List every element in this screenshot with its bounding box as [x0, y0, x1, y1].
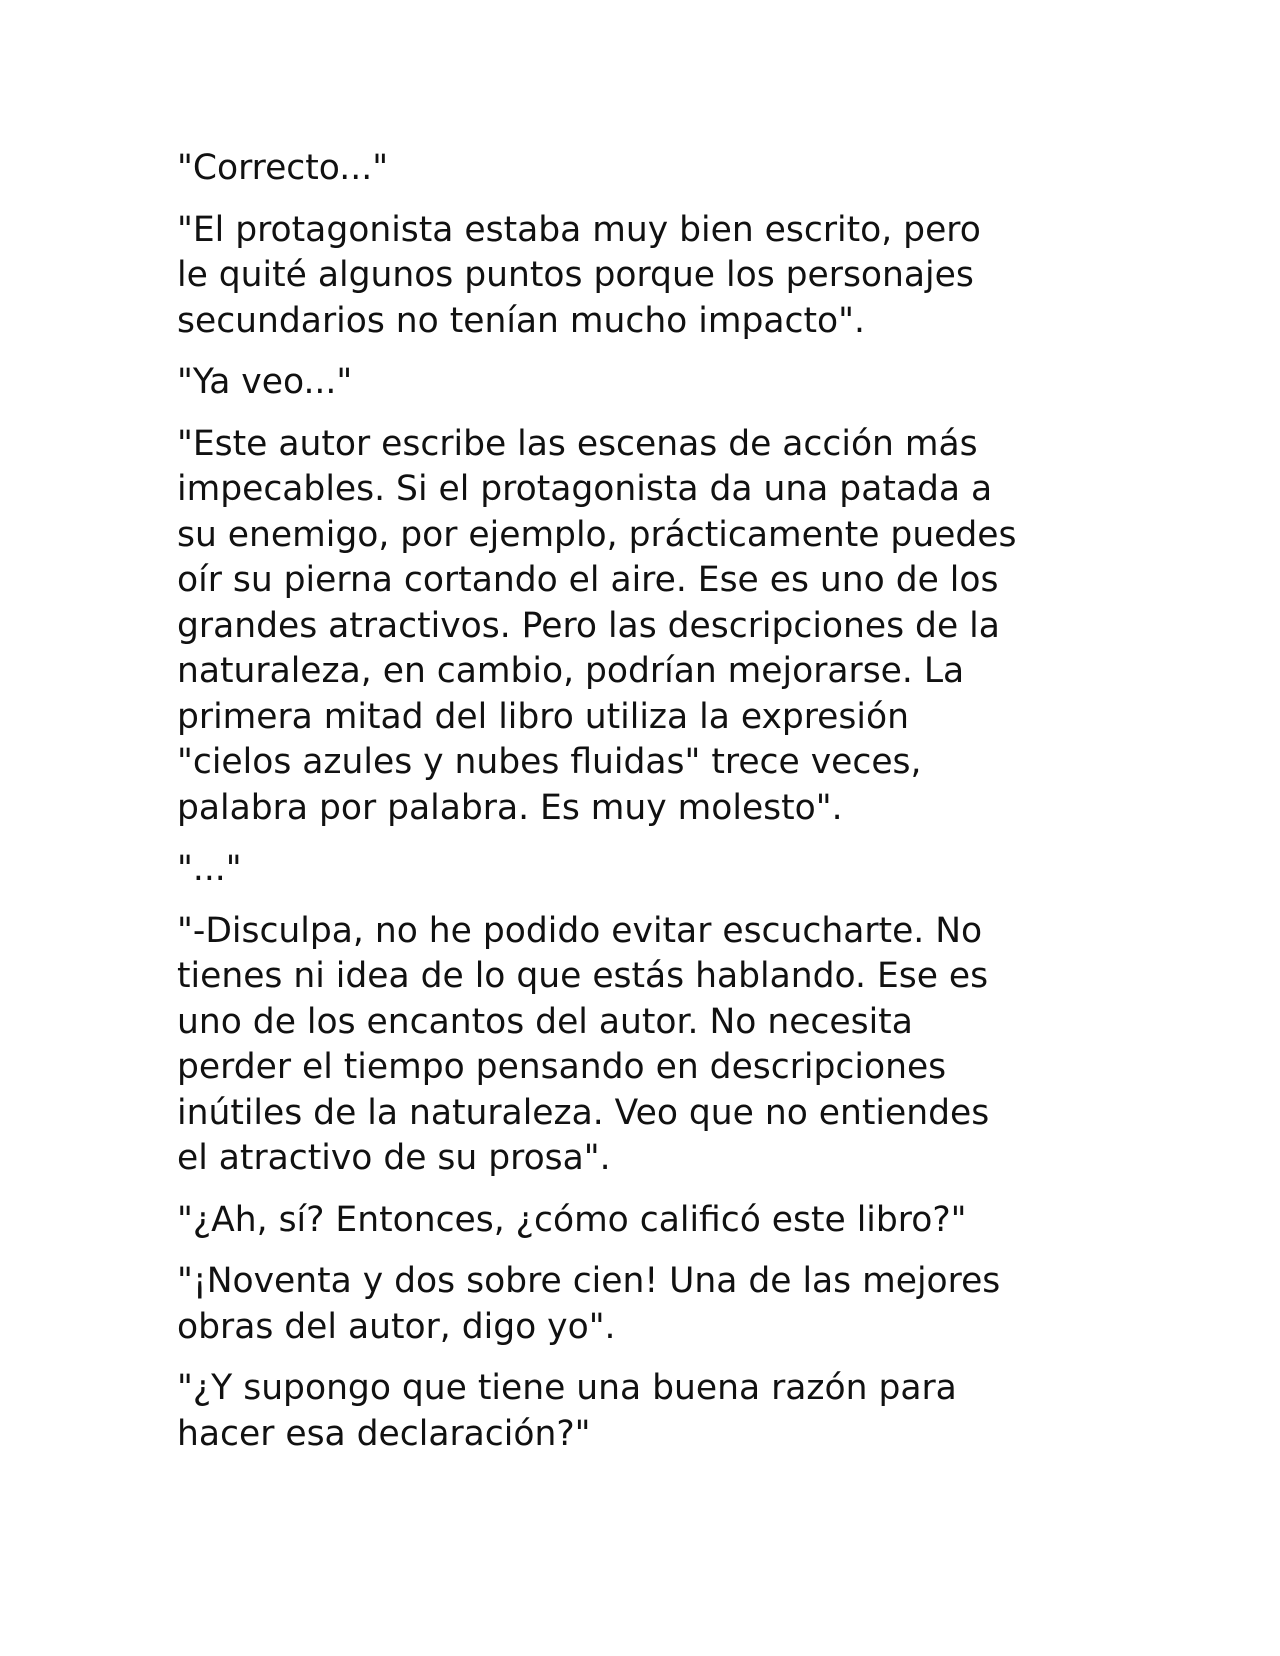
paragraph-8: "¡Noventa y dos sobre cien! Una de las mejores obras del autor, digo yo". — [177, 1261, 1001, 1347]
paragraph-1: "Correcto..." — [177, 148, 389, 188]
paragraph-7: "¿Ah, sí? Entonces, ¿cómo calificó este libro?" — [177, 1199, 967, 1240]
paragraph-2: "El protagonista estaba muy bien escrito, pero le quité algunos puntos porque los personajes secundarios no tenían mucho impacto". — [177, 209, 981, 341]
paragraph-5: "..." — [177, 849, 242, 889]
paragraph-3: "Ya veo..." — [177, 362, 353, 402]
paragraph-9: "¿Y supongo que tiene una buena razón para hacer esa declaración?" — [177, 1368, 957, 1454]
paragraph-6: "-Disculpa, no he podido evitar escucharte. No tienes ni idea de lo que estás hablando. Ese es uno de los encantos del autor. No necesita perder el tiempo pensando en descripciones inútiles de la naturaleza. Veo que no entiendes el atractivo de su prosa". — [177, 910, 990, 1178]
paragraph-4: "Este autor escribe las escenas de acción más impecables. Si el protagonista da una patada a su enemigo, por ejemplo, prácticamente puedes oír su pierna cortando el aire. Ese es uno de los grandes atractivos. Pero las descripciones de la naturaleza, en cambio, podrían mejorarse. La primera mitad del libro utiliza la expresión "cielos azules y nubes fluidas" trece veces, palabra por palabra. Es muy molesto". — [177, 423, 1017, 828]
document-page — [177, 146, 1107, 1473]
